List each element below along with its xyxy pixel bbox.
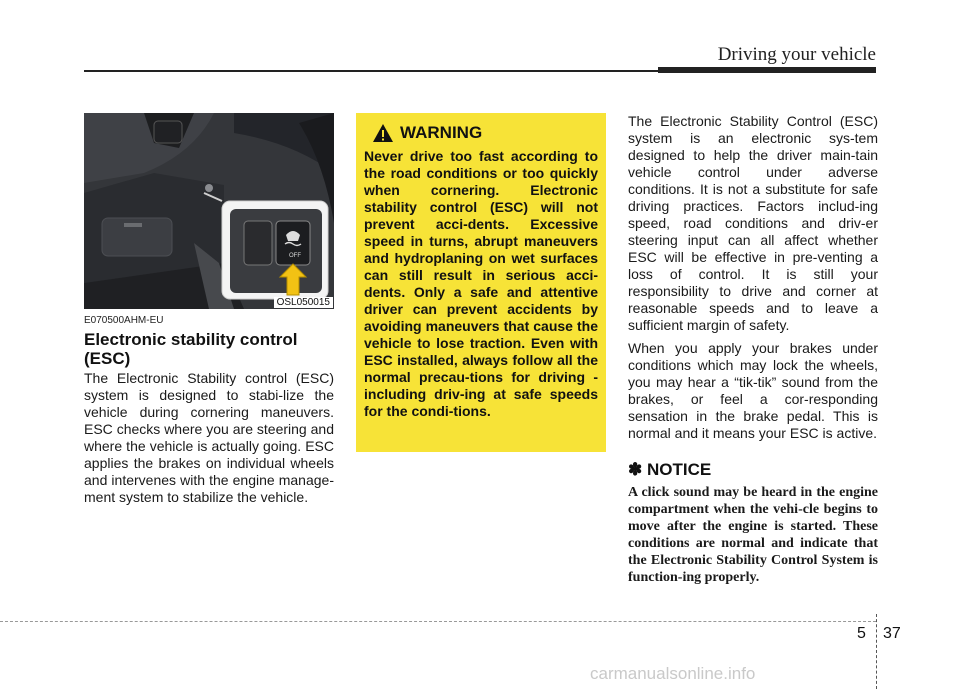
figure-code: OSL050015 (274, 297, 333, 308)
header-rule-accent (658, 67, 876, 73)
off-label: OFF (289, 253, 301, 259)
warning-triangle-icon (372, 123, 394, 143)
chapter-number: 5 (857, 625, 866, 642)
notice-title: ✽ NOTICE (628, 460, 712, 479)
esc-button-figure (84, 113, 334, 309)
footer-rule (0, 621, 876, 622)
section-title: Electronic stability control (ESC) (84, 330, 298, 368)
page-number: 37 (883, 625, 901, 642)
footer-divider (876, 614, 877, 689)
warning-header (364, 121, 598, 145)
dashboard-illustration (84, 113, 334, 309)
warning-box (356, 113, 606, 452)
section-code: E070500AHM-EU (84, 315, 164, 326)
warning-title: WARNING (400, 123, 483, 142)
esc-paragraph-1: The Electronic Stability Control (ESC) system is an electronic sys-tem designed to help the driver main-tain vehicle control under adverse conditions. It is not a substitute for safe driving practices. Factors includ-ing speed, road conditions and driv-er steering input can all affect whether ESC will be effective in pre-venting a loss of control. It is still your responsibility to drive and corner at reasonable speeds and to leave a sufficient margin of safety. (628, 113, 878, 333)
section-body: The Electronic Stability control (ESC) system is designed to stabi-lize the vehicle during cornering maneuvers. ESC checks where you are steering and where the vehicle is actually going. ESC applies the brakes on individual wheels and intervenes with the engine manage-ment system to stabilize the vehicle. (84, 370, 334, 505)
watermark: carmanualsonline.info (590, 664, 756, 683)
notice-text: A click sound may be heard in the engine compartment when the vehi-cle begins to move after the engine is started. These conditions are normal and indicate that the Electronic Stability Control System is function-ing properly. (628, 485, 878, 585)
esc-paragraph-2: When you apply your brakes under conditions which may lock the wheels, you may hear a “tik-tik” sound from the brakes, or feel a cor-responding sensation in the brake pedal. This is normal and it means your ESC is active. (628, 340, 878, 441)
warning-text: Never drive too fast according to the road conditions or too quickly when cornering. Electronic stability control (ESC) will not prevent acci-dents. Excessive speed in turns, abrupt maneuvers and hydroplaning on wet surfaces can still result in serious acci-dents. Only a safe and attentive driver can prevent accidents by avoiding maneuvers that cause the vehicle to lose traction. Even with ESC installed, always follow all the normal precau-tions for driving - including driv-ing at safe speeds for the condi-tions. (364, 148, 598, 419)
page-header-title: Driving your vehicle (717, 44, 876, 65)
esc-description (628, 113, 878, 448)
